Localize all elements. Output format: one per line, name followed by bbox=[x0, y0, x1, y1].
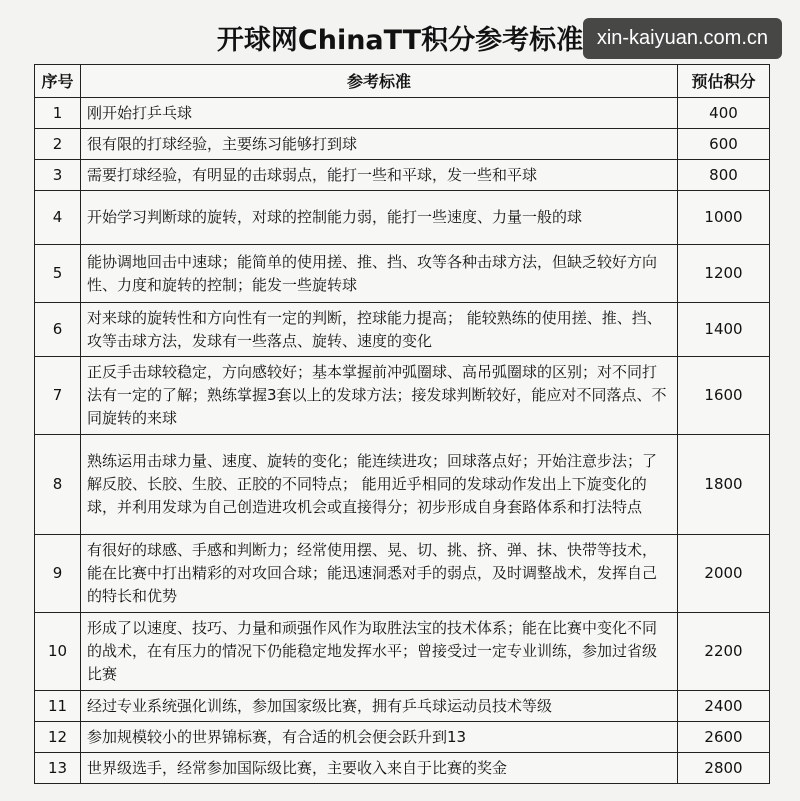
row-number: 5 bbox=[35, 245, 81, 303]
row-description: 开始学习判断球的旋转，对球的控制能力弱，能打一些速度、力量一般的球 bbox=[81, 191, 678, 245]
row-score: 2800 bbox=[678, 753, 770, 784]
row-score: 2200 bbox=[678, 613, 770, 691]
row-description: 很有限的打球经验，主要练习能够打到球 bbox=[81, 129, 678, 160]
table-row bbox=[35, 245, 770, 303]
score-table bbox=[34, 64, 770, 784]
row-description: 能协调地回击中速球；能简单的使用搓、推、挡、攻等各种击球方法，但缺乏较好方向性、力度和旋转的控制；能发一些旋转球 bbox=[81, 245, 678, 303]
table-row bbox=[35, 613, 770, 691]
row-description: 对来球的旋转性和方向性有一定的判断，控球能力提高； 能较熟练的使用搓、推、挡、攻等击球方法，发球有一些落点、旋转、速度的变化 bbox=[81, 303, 678, 357]
row-number: 4 bbox=[35, 191, 81, 245]
row-score: 1800 bbox=[678, 435, 770, 535]
header-score: 预估积分 bbox=[678, 65, 770, 98]
row-number: 9 bbox=[35, 535, 81, 613]
table-row bbox=[35, 98, 770, 129]
row-number: 6 bbox=[35, 303, 81, 357]
row-number: 2 bbox=[35, 129, 81, 160]
watermark: xin-kaiyuan.com.cn bbox=[583, 18, 782, 59]
table-row bbox=[35, 303, 770, 357]
table-row bbox=[35, 691, 770, 722]
table-row bbox=[35, 357, 770, 435]
row-description: 熟练运用击球力量、速度、旋转的变化；能连续进攻；回球落点好；开始注意步法；了解反胶、长胶、生胶、正胶的不同特点； 能用近乎相同的发球动作发出上下旋变化的球，并利用发球为自己创造进攻机会或直接得分；初步形成自身套路体系和打法特点 bbox=[81, 435, 678, 535]
row-number: 1 bbox=[35, 98, 81, 129]
row-description: 世界级选手，经常参加国际级比赛，主要收入来自于比赛的奖金 bbox=[81, 753, 678, 784]
row-number: 3 bbox=[35, 160, 81, 191]
table-row bbox=[35, 160, 770, 191]
table-row bbox=[35, 535, 770, 613]
row-score: 1200 bbox=[678, 245, 770, 303]
header-row bbox=[35, 65, 770, 98]
row-description: 参加规模较小的世界锦标赛，有合适的机会便会跃升到13 bbox=[81, 722, 678, 753]
row-description: 形成了以速度、技巧、力量和顽强作风作为取胜法宝的技术体系；能在比赛中变化不同的战术，在有压力的情况下仍能稳定地发挥水平；曾接受过一定专业训练，参加过省级比赛 bbox=[81, 613, 678, 691]
row-description: 正反手击球较稳定，方向感较好；基本掌握前冲弧圈球、高吊弧圈球的区别；对不同打法有一定的了解；熟练掌握3套以上的发球方法；接发球判断较好，能应对不同落点、不同旋转的来球 bbox=[81, 357, 678, 435]
row-description: 有很好的球感、手感和判断力；经常使用摆、晃、切、挑、挤、弹、抹、快带等技术，能在比赛中打出精彩的对攻回合球；能迅速洞悉对手的弱点，及时调整战术，发挥自己的特长和优势 bbox=[81, 535, 678, 613]
row-score: 2600 bbox=[678, 722, 770, 753]
row-number: 7 bbox=[35, 357, 81, 435]
table-row bbox=[35, 435, 770, 535]
row-number: 11 bbox=[35, 691, 81, 722]
row-score: 2400 bbox=[678, 691, 770, 722]
row-score: 1400 bbox=[678, 303, 770, 357]
row-score: 1600 bbox=[678, 357, 770, 435]
row-description: 需要打球经验，有明显的击球弱点，能打一些和平球，发一些和平球 bbox=[81, 160, 678, 191]
table-row bbox=[35, 753, 770, 784]
row-number: 10 bbox=[35, 613, 81, 691]
table-row bbox=[35, 191, 770, 245]
row-score: 400 bbox=[678, 98, 770, 129]
page-title: 开球网ChinaTT积分参考标准 bbox=[216, 25, 584, 56]
row-description: 经过专业系统强化训练，参加国家级比赛，拥有乒乓球运动员技术等级 bbox=[81, 691, 678, 722]
header-desc: 参考标准 bbox=[81, 65, 678, 98]
row-score: 800 bbox=[678, 160, 770, 191]
row-number: 8 bbox=[35, 435, 81, 535]
row-description: 刚开始打乒乓球 bbox=[81, 98, 678, 129]
header-no: 序号 bbox=[35, 65, 81, 98]
row-score: 1000 bbox=[678, 191, 770, 245]
row-score: 600 bbox=[678, 129, 770, 160]
table-row bbox=[35, 722, 770, 753]
row-score: 2000 bbox=[678, 535, 770, 613]
row-number: 12 bbox=[35, 722, 81, 753]
table-row bbox=[35, 129, 770, 160]
row-number: 13 bbox=[35, 753, 81, 784]
